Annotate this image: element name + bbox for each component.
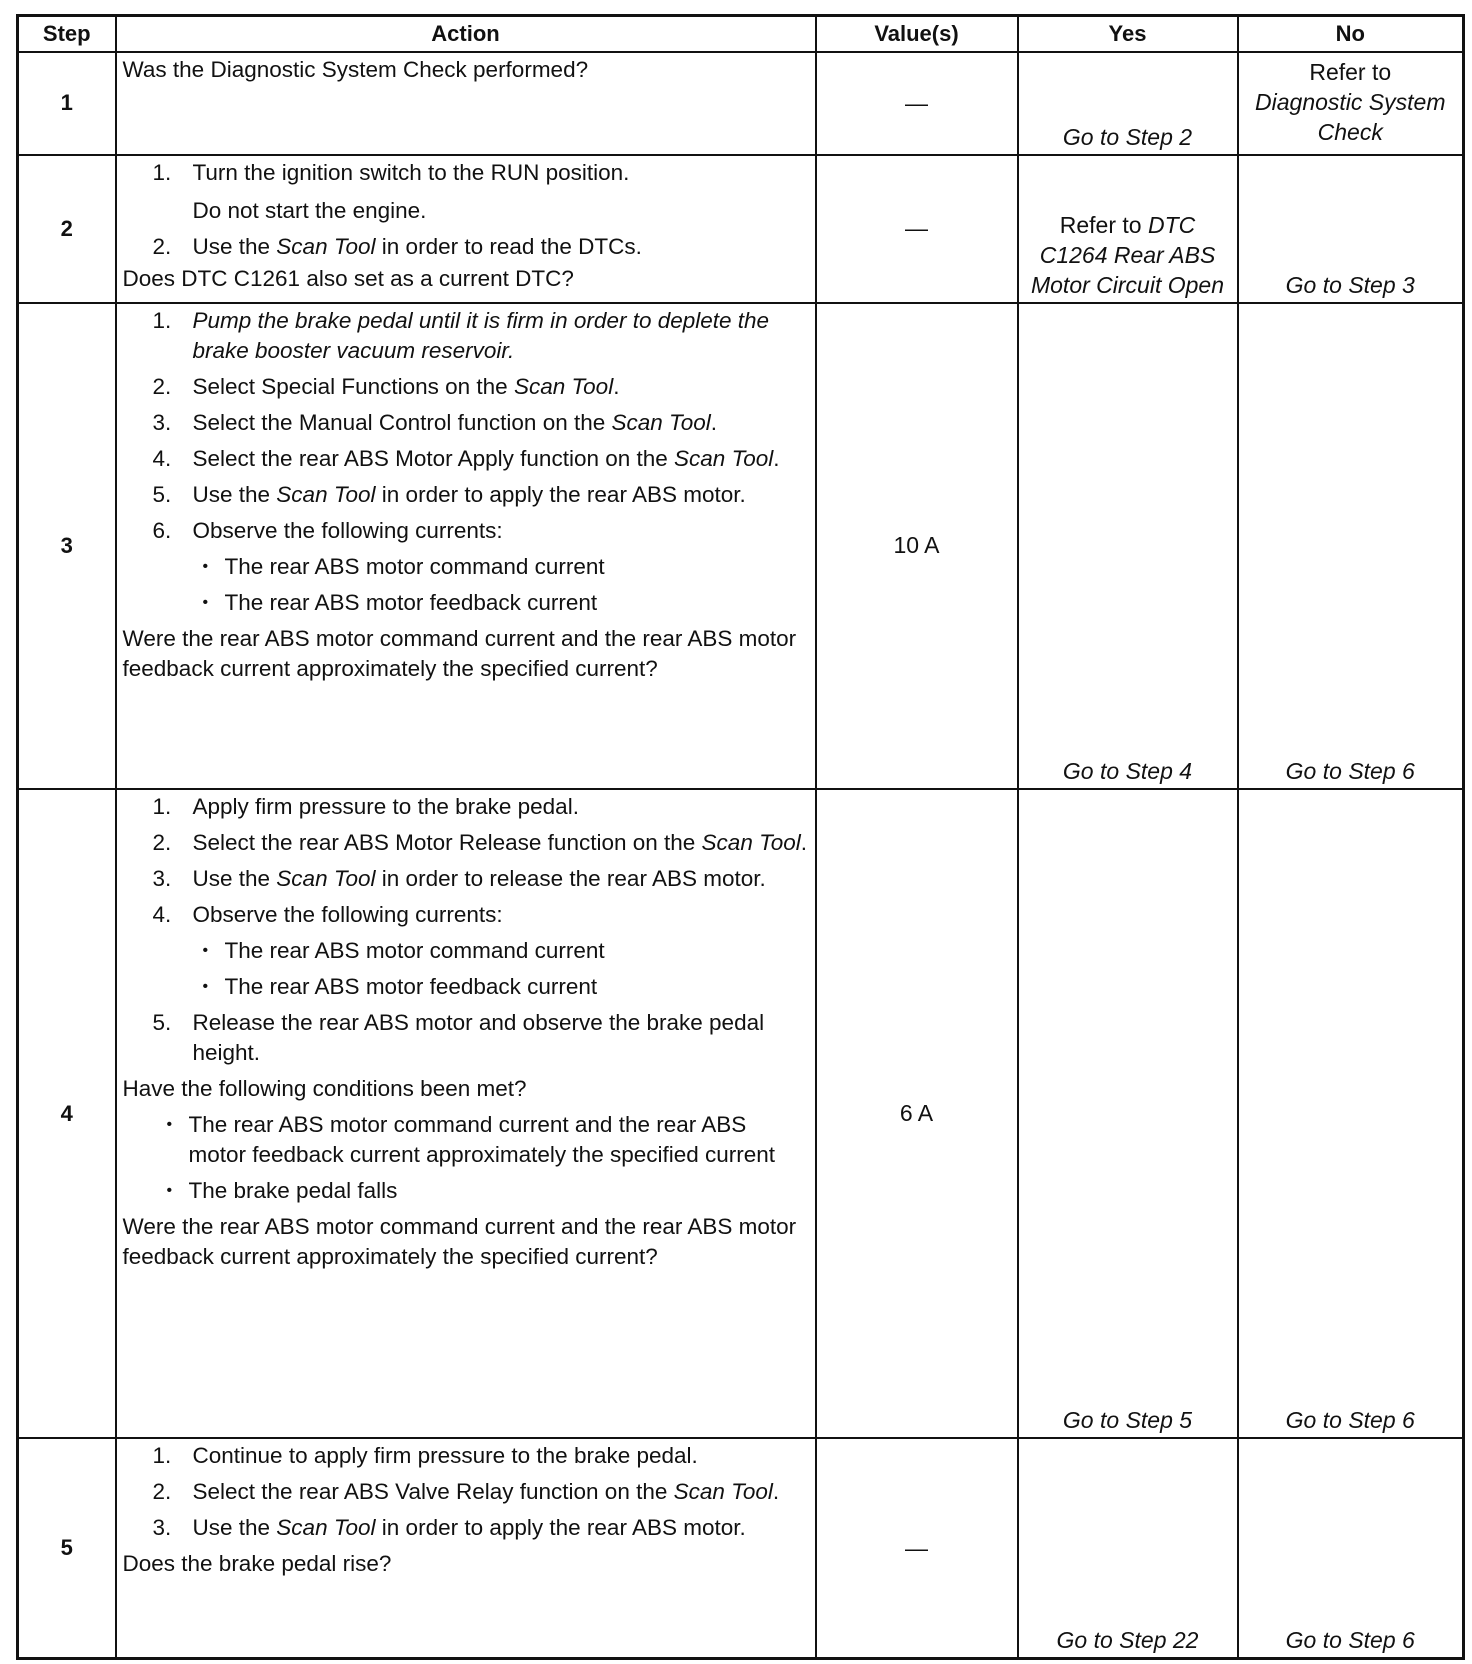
action-cell [116,303,816,789]
yes-cell [1018,52,1238,155]
question-text: Were the rear ABS motor command current and the rear ABS motor feedback current approximately the specified current? [122,625,797,681]
table-row-step-4 [18,789,1464,1438]
table-row-step-5 [18,1438,1464,1658]
list-item: 6. Observe the following currents: [152,517,503,543]
question-text: Does DTC C1261 also set as a current DTC? [122,265,574,291]
bullet-list [123,552,809,618]
value-cell: — [816,1438,1018,1658]
value-cell: — [816,52,1018,155]
value-cell: 6 A [816,789,1018,1438]
no-cell [1238,789,1464,1438]
question-text: Does the brake pedal rise? [122,1551,392,1577]
go-to-step-link[interactable]: Go to Step 6 [1285,1407,1415,1434]
no-cell [1238,1438,1464,1658]
procedure-list [123,1008,809,1068]
go-to-step-link[interactable]: Go to Step 3 [1285,271,1415,298]
procedure-list [123,158,809,262]
header-values: Value(s) [816,16,1018,52]
table-row-step-1 [18,52,1464,155]
list-item: 2. Select the rear ABS Motor Release function on the Scan Tool. [152,830,808,856]
list-item: 4. Select the rear ABS Motor Apply function on the Scan Tool. [152,445,780,471]
bullet-item: • The rear ABS motor feedback current [123,972,809,1002]
refer-to-text: Refer to [1309,58,1392,85]
bullet-item: • The rear ABS motor feedback current [123,588,809,618]
list-item: 1. Continue to apply firm pressure to the brake pedal. [152,1443,698,1469]
list-item: 2. Select Special Functions on the Scan Tool. [152,373,620,399]
bullet-item: • The brake pedal falls [123,1176,809,1206]
yes-cell [1018,789,1238,1438]
go-to-step-link[interactable]: Go to Step 22 [1056,1627,1199,1653]
list-item: 5. Use the Scan Tool in order to apply the rear ABS motor. [152,481,746,507]
procedure-list [123,1441,809,1543]
header-step: Step [18,16,116,52]
diagnostic-table [16,14,1465,1660]
no-cell [1238,155,1464,303]
header-row [18,16,1464,52]
procedure-list [123,306,809,546]
list-item: 3. Use the Scan Tool in order to apply the rear ABS motor. [152,1515,746,1541]
list-item: 1. Apply firm pressure to the brake pedal. [152,794,579,820]
value-cell: 10 A [816,303,1018,789]
header-action: Action [116,16,816,52]
reference-link[interactable]: Diagnostic System Check [1255,88,1446,145]
refer-to-text: Refer to [1059,211,1142,238]
no-cell [1238,52,1464,155]
table-row-step-2 [18,155,1464,303]
header-yes: Yes [1018,16,1238,52]
question-text: Were the rear ABS motor command current and the rear ABS motor feedback current approximately the specified current? [122,1214,797,1270]
go-to-step-link[interactable]: Go to Step 6 [1285,758,1415,785]
procedure-list [123,792,809,930]
go-to-step-link[interactable]: Go to Step 4 [1062,758,1193,785]
action-cell [116,155,816,303]
no-cell [1238,303,1464,789]
list-item: 2. Use the Scan Tool in order to read the DTCs. [152,233,642,259]
header-no: No [1238,16,1464,52]
step-number: 1 [18,52,116,155]
bullet-item: • The rear ABS motor command current [123,552,809,582]
go-to-step-link[interactable]: Go to Step 5 [1062,1407,1193,1434]
list-item: 1. Pump the brake pedal until it is firm in order to deplete the brake booster vacuum reservoir. [152,307,770,363]
value-cell: — [816,155,1018,303]
yes-cell [1018,155,1238,303]
list-item: 3. Use the Scan Tool in order to release the rear ABS motor. [152,866,766,892]
question-text: Was the Diagnostic System Check performed? [122,56,589,82]
conditions-question: Have the following conditions been met? [122,1076,527,1102]
table-row-step-3 [18,303,1464,789]
bullet-item: • The rear ABS motor command current and the rear ABS motor feedback current approximately the specified current [123,1110,809,1170]
bullet-list [123,936,809,1002]
yes-cell [1018,303,1238,789]
bullet-item: • The rear ABS motor command current [123,936,809,966]
list-item: 1. Turn the ignition switch to the RUN position. Do not start the engine. [152,159,630,223]
reference-link[interactable]: DTC C1264 Rear ABS Motor Circuit Open [1030,211,1224,298]
list-item: 2. Select the rear ABS Valve Relay function on the Scan Tool. [152,1479,780,1505]
conditions-list [123,1110,809,1206]
step-number: 3 [18,303,116,789]
yes-cell [1018,1438,1238,1658]
action-cell [116,789,816,1438]
action-cell [116,52,816,155]
step-number: 2 [18,155,116,303]
list-item: 3. Select the Manual Control function on the Scan Tool. [152,409,718,435]
list-item: 4. Observe the following currents: [152,902,503,928]
go-to-step-link[interactable]: Go to Step 6 [1285,1627,1415,1653]
step-number: 4 [18,789,116,1438]
action-cell [116,1438,816,1658]
list-item: 5. Release the rear ABS motor and observe the brake pedal height. [152,1010,765,1066]
step-number: 5 [18,1438,116,1658]
go-to-step-link[interactable]: Go to Step 2 [1062,123,1193,150]
